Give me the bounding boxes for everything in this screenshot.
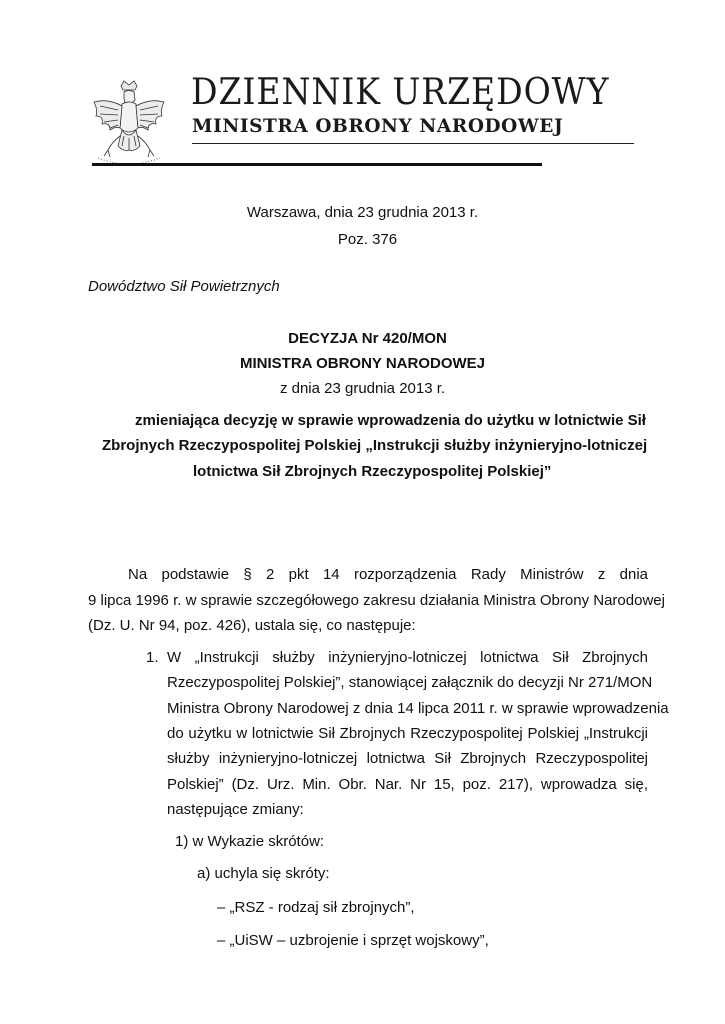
subject-line-2: Zbrojnych Rzeczypospolitej Polskiej „Instrukcji służby inżynieryjno-lotniczej [102, 437, 648, 454]
subject-line-1: zmieniająca decyzję w sprawie wprowadzenia do użytku w lotnictwie Sił [135, 412, 646, 429]
place-date: Warszawa, dnia 23 grudnia 2013 r. [246, 204, 479, 221]
item-1-line-6: Polskiej” (Dz. Urz. Min. Obr. Nar. Nr 15, poz. 217), wprowadza się, [167, 776, 648, 793]
item-1-line-4: do użytku w lotnictwie Sił Zbrojnych Rzeczypospolitej Polskiej „Instrukcji [167, 725, 648, 742]
preamble-line-2: 9 lipca 1996 r. w sprawie szczegółowego zakresu działania Ministra Obrony Narodowej [88, 592, 665, 609]
item-1-line-5: służby inżynieryjno-lotniczej lotnictwa Sił Zbrojnych Rzeczypospolitej [167, 750, 648, 767]
sub-point-1: 1) w Wykazie skrótów: [175, 833, 325, 850]
issuer: Dowództwo Sił Powietrznych [88, 278, 280, 295]
journal-title: DZIENNIK URZĘDOWY [191, 72, 610, 113]
decision-date: z dnia 23 grudnia 2013 r. [279, 380, 446, 397]
item-1-line-1: W „Instrukcji służby inżynieryjno-lotniczej lotnictwa Sił Zbrojnych [167, 649, 648, 666]
item-1-line-7: następujące zmiany: [167, 801, 304, 818]
item-1-line-3: Ministra Obrony Narodowej z dnia 14 lipca 2011 r. w sprawie wprowadzenia [167, 700, 669, 717]
position-number: Poz. 376 [337, 231, 398, 248]
header-rule-thin [192, 143, 634, 144]
eagle-emblem-icon [88, 80, 170, 166]
item-1-number: 1. [146, 649, 159, 666]
header-rule-thick [92, 163, 542, 166]
decision-authority: MINISTRA OBRONY NARODOWEJ [239, 355, 485, 372]
item-1-line-2: Rzeczypospolitej Polskiej”, stanowiącej załącznik do decyzji Nr 271/MON [167, 674, 653, 691]
preamble-line-1: Na podstawie § 2 pkt 14 rozporządzenia Rady Ministrów z dnia [128, 566, 648, 583]
preamble-line-3: (Dz. U. Nr 94, poz. 426), ustala się, co następuje: [88, 617, 416, 634]
subject-line-3: lotnictwa Sił Zbrojnych Rzeczypospolitej Polskiej” [193, 463, 552, 480]
decision-number: DECYZJA Nr 420/MON [288, 330, 447, 347]
abbrev-item-rsz: – „RSZ - rodzaj sił zbrojnych”, [217, 899, 415, 916]
sub-point-1a: a) uchyla się skróty: [197, 865, 330, 882]
abbrev-item-uisw: – „UiSW – uzbrojenie i sprzęt wojskowy”, [217, 932, 489, 949]
journal-subtitle: MINISTRA OBRONY NARODOWEJ [192, 116, 564, 137]
